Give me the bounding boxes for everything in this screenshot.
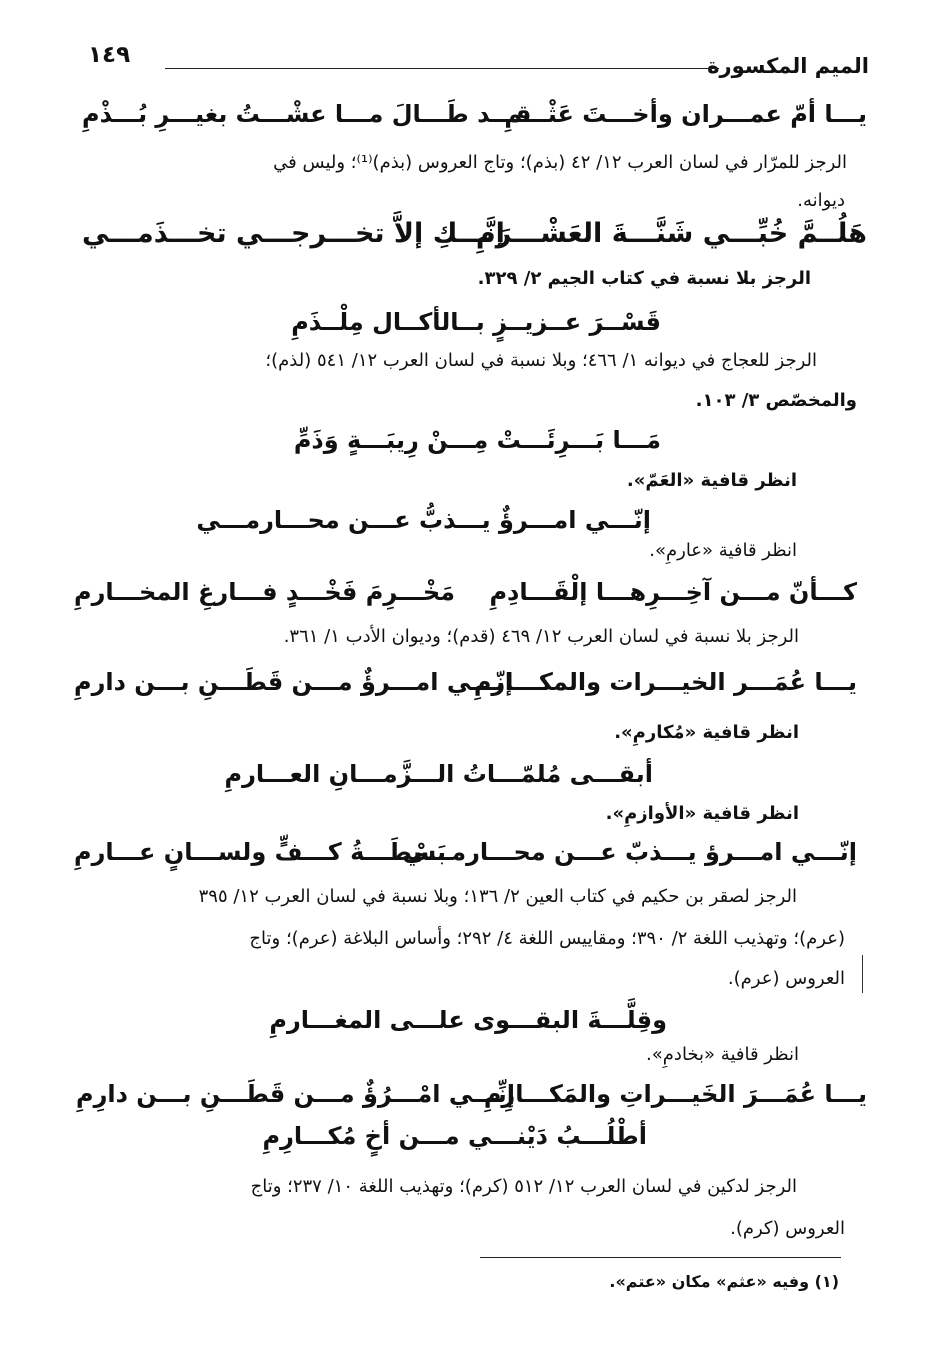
commentary-line: والمخصّص ٣/ ١٠٣. bbox=[695, 390, 857, 411]
verse-hemistich-right: هَلُــمَّ خُبِّـــي شَنَّـــةَ العَشْـــرَمِ bbox=[475, 218, 867, 249]
commentary-line: الرجز بلا نسبة في كتاب الجيم ٢/ ٣٢٩. bbox=[477, 268, 811, 289]
commentary-line: العروس (عرم). bbox=[727, 968, 845, 989]
verse-hemistich-left: مَخْـــرِمَ فَخْـــدٍ فـــارغِ المخـــارمِ bbox=[74, 578, 456, 606]
verse-hemistich-right: يـــا عُمَـــرَ الخَيـــراتِ والمَكـــارِمِ bbox=[483, 1080, 867, 1108]
footnote-rule bbox=[480, 1257, 841, 1258]
verse-hemistich-left: إنِّـــي امْـــرُؤٌ مـــن قَطَـــنِ بـــن دارِمِ bbox=[76, 1080, 515, 1108]
commentary-line: الرجز للمرّار في لسان العرب ١٢/ ٤٢ (بذم)؛ وتاج العروس (بذم)⁽¹⁾؛ وليس في bbox=[273, 152, 847, 173]
commentary-line: انظر قافية «العَمّ». bbox=[626, 470, 797, 491]
verse-single-line: إنّـــي امـــرؤٌ يـــذبُّ عـــن محـــارمـــي bbox=[196, 506, 651, 534]
verse-hemistich-left: إنّـــي امـــرؤٌ مـــن قَطَـــنِ بـــن دارمِ bbox=[74, 668, 513, 696]
header-rule bbox=[165, 68, 719, 69]
page-number: ١٤٩ bbox=[88, 42, 131, 68]
commentary-line: الرجز لصقر بن حكيم في كتاب العين ٢/ ١٣٦؛ وبلا نسبة في لسان العرب ١٢/ ٣٩٥ bbox=[198, 886, 797, 907]
verse-single-line: قَسْــرَ عــزيــزٍ بــالأكــال مِلْــذَمِ bbox=[291, 308, 661, 336]
verse-single-line: مَـــا بَـــرِئَـــتْ مِـــنْ رِيبَـــةٍ وَذَمِّ bbox=[293, 426, 661, 454]
verse-hemistich-right: إنّـــي امـــرؤ يـــذبّ عـــن محـــارمـــي bbox=[402, 838, 857, 866]
footnote: (١) وفيه «عثم» مكان «عتم». bbox=[609, 1272, 839, 1291]
commentary-line: الرجز للعجاج في ديوانه ١/ ٤٦٦؛ وبلا نسبة في لسان العرب ١٢/ ٥٤١ (لذم)؛ bbox=[265, 350, 817, 371]
verse-hemistich-left: بَسْطَـــةُ كـــفٍّ ولســـانٍ عـــارمِ bbox=[74, 838, 447, 866]
commentary-line: العروس (كرم). bbox=[730, 1218, 845, 1239]
commentary-line: الرجز لدكين في لسان العرب ١٢/ ٥١٢ (كرم)؛ وتهذيب اللغة ١٠/ ٢٣٧؛ وتاج bbox=[250, 1176, 797, 1197]
verse-hemistich-right: يـــا أمّ عمـــران وأخـــتَ عَثْـــمِ bbox=[504, 100, 867, 128]
page-header bbox=[70, 38, 869, 78]
commentary-line: انظر قافية «عارمِ». bbox=[649, 540, 797, 561]
margin-mark bbox=[862, 955, 863, 993]
commentary-line: انظر قافية «بخادمِ». bbox=[646, 1044, 799, 1065]
verse-hemistich-right: يـــا عُمَـــر الخيـــرات والمكـــارمِ bbox=[473, 668, 857, 696]
verse-hemistich-left: قـــد طَـــالَ مـــا عشْـــتُ بغيـــرِ بُـــذْمِ bbox=[82, 100, 532, 128]
verse-third-line: أطْلُـــبُ دَيْنـــي مـــن أخٍ مُكـــارِمِ bbox=[262, 1122, 647, 1150]
verse-single-line: وقِلَّـــةَ البقـــوى علـــى المغـــارمِ bbox=[269, 1006, 667, 1034]
commentary-line: انظر قافية «الأوازمِ». bbox=[605, 803, 799, 824]
commentary-line: (عرم)؛ وتهذيب اللغة ٢/ ٣٩٠؛ ومقاييس اللغة ٤/ ٢٩٢؛ وأساس البلاغة (عرم)؛ وتاج bbox=[249, 928, 845, 949]
verse-hemistich-right: كـــأنّ مـــن آخِـــرِهـــا إلْقَـــادِمِ bbox=[489, 578, 857, 606]
commentary-line: الرجز بلا نسبة في لسان العرب ١٢/ ٤٦٩ (قدم)؛ وديوان الأدب ١/ ٣٦١. bbox=[283, 626, 799, 647]
running-title: الميم المكسورة bbox=[707, 54, 869, 78]
verse-single-line: أبقـــى مُلمّـــاتُ الـــزَّمـــانِ العـــارمِ bbox=[224, 760, 653, 788]
verse-hemistich-left: إنَّـــكِ إلاَّ تخـــرجـــي تخـــذَمـــي bbox=[82, 218, 505, 249]
commentary-line: انظر قافية «مُكارمِ». bbox=[614, 722, 799, 743]
commentary-line: ديوانه. bbox=[797, 190, 845, 211]
